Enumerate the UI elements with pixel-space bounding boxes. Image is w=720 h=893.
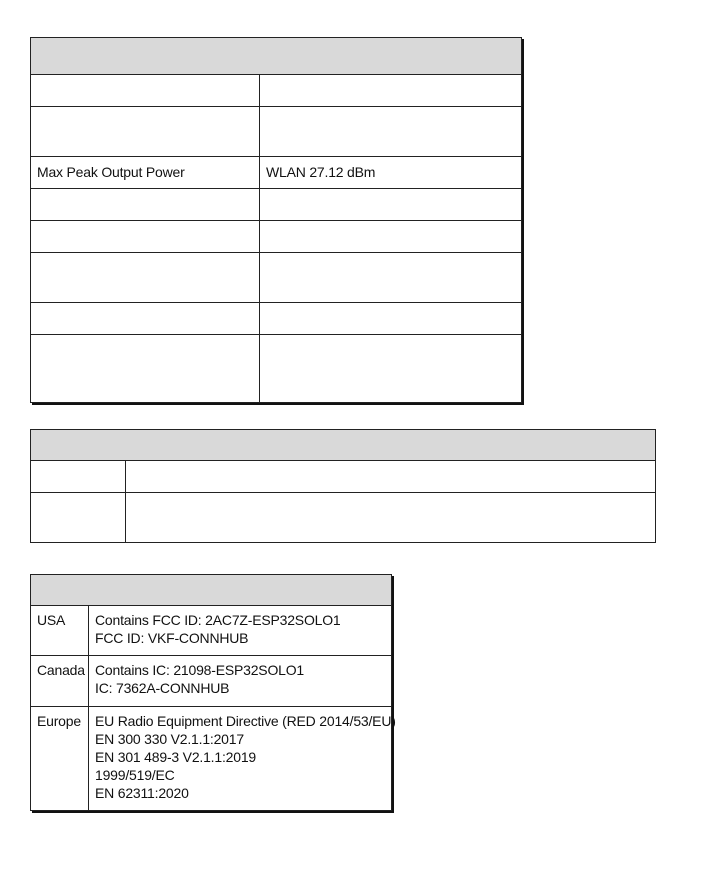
middle-label [31, 461, 126, 493]
middle-value [126, 461, 656, 493]
compliance-table [30, 574, 396, 811]
spec-value [260, 253, 522, 303]
region-label-canada: Canada [31, 656, 89, 707]
spec-table-header [31, 38, 522, 75]
region-label-europe: Europe [31, 707, 89, 811]
spec-value [260, 107, 522, 157]
spec-label [31, 335, 260, 403]
spec-value: WLAN 27.12 dBm [260, 157, 522, 189]
detail-line: FCC ID: VKF-CONNHUB [95, 630, 249, 646]
detail-line: IC: 7362A-CONNHUB [95, 680, 230, 696]
detail-line: 1999/519/EC [95, 767, 175, 783]
spec-value [260, 335, 522, 403]
region-details-usa [89, 606, 392, 656]
spec-value [260, 303, 522, 335]
detail-line: EN 301 489-3 V2.1.1:2019 [95, 749, 256, 765]
middle-table [30, 429, 656, 543]
spec-value [260, 221, 522, 253]
detail-line: EN 300 330 V2.1.1:2017 [95, 731, 244, 747]
spec-label [31, 253, 260, 303]
region-details-europe [89, 707, 396, 811]
region-details-canada [89, 656, 392, 707]
compliance-table-header [31, 575, 392, 606]
middle-table-header [31, 430, 656, 461]
spec-value [260, 75, 522, 107]
detail-line: EU Radio Equipment Directive (RED 2014/53/EU) [95, 713, 396, 729]
spec-table [30, 37, 522, 403]
spec-label [31, 221, 260, 253]
spec-label [31, 303, 260, 335]
region-label-usa: USA [31, 606, 89, 656]
middle-value [126, 493, 656, 543]
spec-value [260, 189, 522, 221]
spec-label: Max Peak Output Power [31, 157, 260, 189]
detail-line: Contains IC: 21098-ESP32SOLO1 [95, 662, 304, 678]
detail-line: EN 62311:2020 [95, 785, 189, 801]
detail-line: Contains FCC ID: 2AC7Z-ESP32SOLO1 [95, 612, 341, 628]
spec-label [31, 189, 260, 221]
middle-label [31, 493, 126, 543]
spec-label [31, 75, 260, 107]
spec-label [31, 107, 260, 157]
